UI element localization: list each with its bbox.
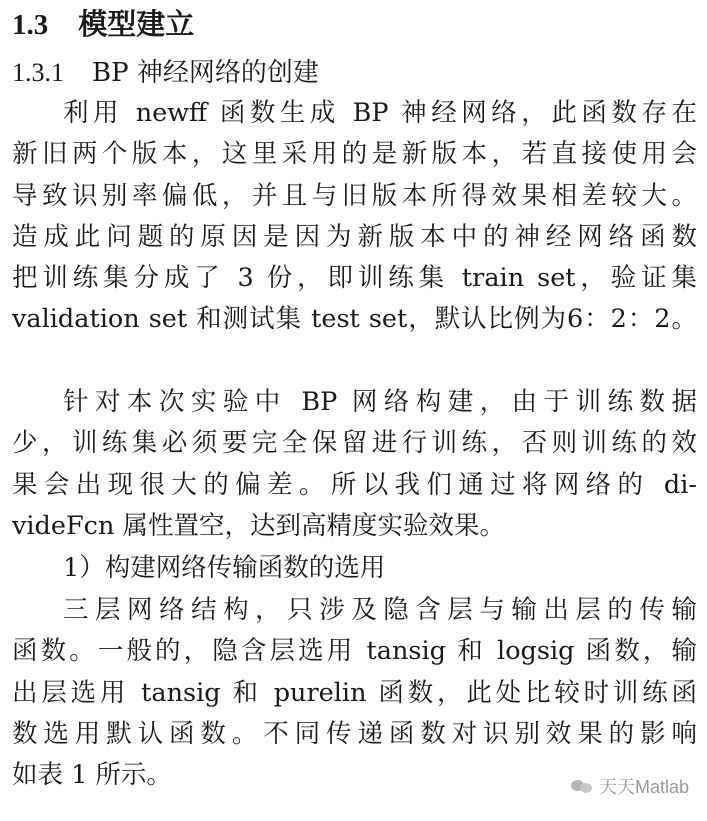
subsection-number: 1.3.1 bbox=[12, 58, 64, 87]
text-line: 造成此问题的原因是因为新版本中的神经网络函数 bbox=[12, 221, 697, 252]
section-heading bbox=[12, 6, 194, 43]
text-line: 少，训练集必须要完全保留进行训练，否则训练的效 bbox=[12, 428, 697, 459]
text-line: 函数。一般的，隐含层选用 tansig 和 logsig 函数，输 bbox=[12, 636, 697, 667]
text-line: videFcn 属性置空，达到高精度实验效果。 bbox=[12, 510, 505, 541]
paragraph-newff bbox=[12, 93, 697, 341]
text-line: 出层选用 tansig 和 purelin 函数，此处比较时训练函 bbox=[12, 677, 697, 708]
section-title: 模型建立 bbox=[78, 7, 195, 41]
text-line: 如表 1 所示。 bbox=[12, 760, 172, 791]
paragraph-transfer-function bbox=[12, 590, 697, 796]
text-line: 把训练集分成了 3 份，即训练集 train set，验证集 bbox=[12, 263, 697, 294]
text-line: 数选用默认函数。不同传递函数对识别效果的影响 bbox=[12, 718, 697, 749]
watermark bbox=[571, 773, 689, 799]
text-line: 三层网络结构，只涉及隐含层与输出层的传输 bbox=[63, 595, 697, 625]
text-line: 1）构建网络传输函数的选用 bbox=[63, 553, 386, 583]
text-line: 新旧两个版本，这里采用的是新版本，若直接使用会 bbox=[12, 139, 697, 170]
text-line: 导致识别率偏低，并且与旧版本所得效果相差较大。 bbox=[12, 180, 697, 211]
text-line: 果会出现很大的偏差。所以我们通过将网络的 di- bbox=[12, 469, 697, 500]
section-number: 1.3 bbox=[12, 9, 49, 41]
text-line: 利用 newff 函数生成 BP 神经网络，此函数存在 bbox=[63, 98, 697, 128]
list-heading-transfer-function bbox=[12, 548, 697, 589]
subsection-title: BP 神经网络的创建 bbox=[92, 58, 319, 88]
subsection-heading bbox=[12, 56, 319, 90]
watermark-text: 天天Matlab bbox=[598, 777, 689, 797]
text-line: validation set 和测试集 test set，默认比例为6：2：2。 bbox=[12, 304, 697, 335]
paragraph-dividefcn bbox=[12, 382, 697, 547]
wechat-icon bbox=[571, 777, 593, 795]
text-line: 针对本次实验中 BP 网络构建，由于训练数据 bbox=[63, 387, 697, 417]
